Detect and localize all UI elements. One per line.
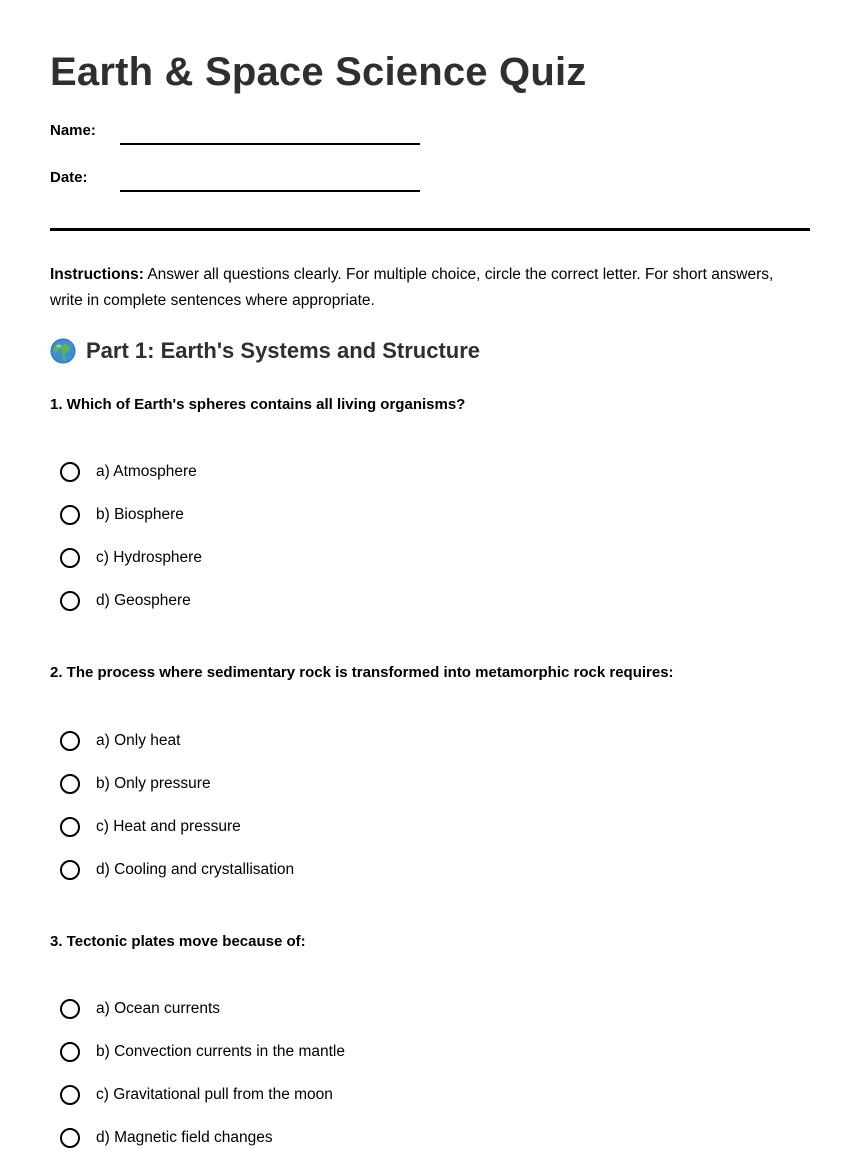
page-title: Earth & Space Science Quiz [50,50,587,94]
option-label: c) Gravitational pull from the moon [96,1086,333,1103]
option-label: a) Ocean currents [96,1000,221,1017]
option-label: d) Cooling and crystallisation [96,861,295,878]
section-heading [50,338,480,364]
radio-circle[interactable] [60,1042,80,1062]
option-3a[interactable] [60,996,220,1022]
option-3d[interactable] [60,1125,273,1151]
section-title: Part 1: Earth's Systems and Structure [86,338,481,363]
option-2d[interactable] [60,857,294,883]
radio-circle[interactable] [60,860,80,880]
date-label: Date: [50,169,88,186]
option-1d[interactable] [60,588,191,614]
radio-circle[interactable] [60,999,80,1019]
radio-circle[interactable] [60,817,80,837]
option-3c[interactable] [60,1082,333,1108]
question-1: 1. Which of Earth's spheres contains all living organisms? [50,396,466,413]
option-label: a) Atmosphere [96,463,197,480]
option-label: d) Geosphere [96,592,191,609]
option-1b[interactable] [60,502,184,528]
option-label: a) Only heat [96,732,181,749]
radio-circle[interactable] [60,548,80,568]
question-3: 3. Tectonic plates move because of: [50,933,306,950]
radio-circle[interactable] [60,731,80,751]
name-input-line[interactable] [120,143,420,145]
radio-circle[interactable] [60,774,80,794]
radio-circle[interactable] [60,1085,80,1105]
option-label: c) Hydrosphere [96,549,202,566]
question-2: 2. The process where sedimentary rock is transformed into metamorphic rock requires: [50,664,674,681]
header-divider [50,228,810,231]
radio-circle[interactable] [60,591,80,611]
instructions-text: Answer all questions clearly. For multiple choice, circle the correct letter. For short answers, write in complete sentences where appropriate. [50,266,774,309]
option-1c[interactable] [60,545,202,571]
instructions [50,262,810,314]
option-label: b) Convection currents in the mantle [96,1043,345,1060]
option-2a[interactable] [60,728,180,754]
radio-circle[interactable] [60,1128,80,1148]
option-label: b) Biosphere [96,506,184,523]
date-field [50,169,450,199]
option-label: b) Only pressure [96,775,211,792]
radio-circle[interactable] [60,462,80,482]
option-2c[interactable] [60,814,241,840]
globe-icon [50,338,76,364]
option-label: d) Magnetic field changes [96,1129,273,1146]
option-3b[interactable] [60,1039,345,1065]
radio-circle[interactable] [60,505,80,525]
option-label: c) Heat and pressure [96,818,241,835]
date-input-line[interactable] [120,190,420,192]
option-1a[interactable] [60,459,197,485]
instructions-label: Instructions: [50,266,144,283]
name-field [50,122,450,152]
name-label: Name: [50,122,96,139]
option-2b[interactable] [60,771,211,797]
